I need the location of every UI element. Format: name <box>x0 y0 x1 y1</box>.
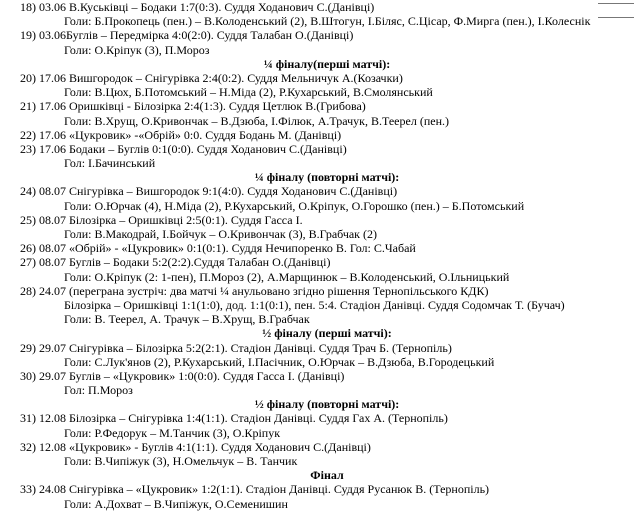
match-line: 27) 08.07 Буглів – Бодаки 5:2(2:2).Суддя Талабан О.(Данівці) <box>20 255 331 270</box>
match-line: 26) 08.07 «Обрій» - «Цукровик» 0:1(0:1). Суддя Нечипоренко В. Гол: С.Чабай <box>20 241 416 256</box>
match-line: 33) 24.08 Снігурівка – «Цукровик» 1:2(1:1). Стадіон Данівці. Суддя Русанюк В. (Тернопіль) <box>20 482 490 497</box>
margin-rule <box>598 3 634 4</box>
match-line: 29) 29.07 Снігурівка – Білозірка 5:2(2:1). Стадіон Данівці. Суддя Трач Б. (Тернопіль) <box>20 340 452 355</box>
match-line: 19) 03.06Буглів – Передмірка 4:0(2:0). Суддя Талабан О.(Данівці) <box>20 28 354 43</box>
goals-line: Гол: І.Бачинський <box>64 156 156 171</box>
match-line: 18) 03.06 В.Куськівці – Бодаки 1:7(0:3). Суддя Ходанович С.(Данівці) <box>20 0 375 14</box>
match-line: 32) 12.08 «Цукровик» - Буглів 4:1(1:1). Суддя Ходанович С.(Данівці) <box>20 439 371 454</box>
match-line: 30) 29.07 Буглів – «Цукровик» 1:0(0:0). Суддя Гасса І. (Данівці) <box>20 368 345 383</box>
goals-line: Голи: О.Юрчак (4), Н.Міда (2), Р.Кухарський, О.Кріпук, О.Горошко (пен.) – Б.Потомський <box>64 198 525 213</box>
match-line: 21) 17.06 Оришківці - Білозірка 2:4(1:3). Суддя Цетлюк В.(Грибова) <box>20 99 366 114</box>
margin-rule <box>598 17 634 18</box>
section-heading: ½ фіналу (повторні матчі): <box>254 397 400 412</box>
match-line: 23) 17.06 Бодаки – Буглів 0:1(0:0). Суддя Ходанович С.(Данівці) <box>20 141 347 156</box>
match-line: 20) 17.06 Вишгородок – Снігурівка 2:4(0:2). Суддя Мельничук А.(Козачки) <box>20 70 403 85</box>
match-line: 24) 08.07 Снігурівка – Вишгородок 9:1(4:0). Суддя Ходанович С.(Данівці) <box>20 184 398 199</box>
match-line: 22) 17.06 «Цукровик» -«Обрій» 0:0. Суддя Бодань М. (Данівці) <box>20 127 342 142</box>
goals-line: Гол: П.Мороз <box>64 383 133 398</box>
section-heading: ¼ фіналу(перші матчі): <box>263 56 391 71</box>
section-heading: Фінал <box>310 468 344 483</box>
goals-line: Голи: В.Чипіжук (3), Н.Омельчук – В. Танчик <box>64 454 298 468</box>
goals-line: Голи: Б.Прокопець (пен.) – В.Колоденський (2), В.Штогун, І.Біляс, С.Цісар, Ф.Мирга (пен.), І.Колеснік <box>64 14 591 29</box>
goals-line: Голи: С.Лук'янов (2), Р.Кухарський, І.Пасічник, О.Юрчак – В.Дзюба, В.Городецький <box>64 354 495 369</box>
section-heading: ½ фіналу (перші матчі): <box>262 326 392 341</box>
match-line: 28) 24.07 (перегранa зустріч: два матчі ¼ анульовано згідно рішення Тернопільського КДК) <box>20 283 489 298</box>
match-detail-line: Білозірка – Оришківці 1:1(1:0), дод. 1:1(0:1), пен. 5:4. Стадіон Данівці. Суддя Содомчак Т. (Бучач) <box>64 297 565 312</box>
goals-line: Голи: Р.Федорук – М.Танчик (3), О.Кріпук <box>64 425 281 440</box>
match-line: 31) 12.08 Білозірка – Снігурівка 1:4(1:1). Стадіон Данівці. Суддя Гах А. (Тернопіль) <box>20 411 448 426</box>
goals-line: Голи: В.Хрущ, О.Кривончак – В.Дзюба, І.Філюк, А.Трачук, В.Теерел (пен.) <box>64 113 449 128</box>
goals-line: Голи: О.Кріпук (2: 1-пен), П.Мороз (2), А.Марщинюк – В.Колоденський, О.Ільницький <box>64 269 510 284</box>
match-line: 25) 08.07 Білозірка – Оришківці 2:5(0:1). Суддя Гасса І. <box>20 212 303 227</box>
goals-line: Голи: А.Дохват – В.Чипіжук, О.Семенишин <box>64 496 288 511</box>
goals-line: Голи: О.Кріпук (3), П.Мороз <box>64 42 210 57</box>
goals-line: Голи: В. Теерел, А. Трачук – В.Хрущ, В.Грабчак <box>64 312 310 327</box>
goals-line: Голи: В.Макодрай, І.Бойчук – О.Кривончак (3), В.Грабчак (2) <box>64 227 377 241</box>
section-heading: ¼ фіналу (повторні матчі): <box>254 170 400 185</box>
goals-line: Голи: В.Цюх, Б.Потомський – Н.Міда (2), Р.Кухарський, В.Смолянський <box>64 85 433 100</box>
